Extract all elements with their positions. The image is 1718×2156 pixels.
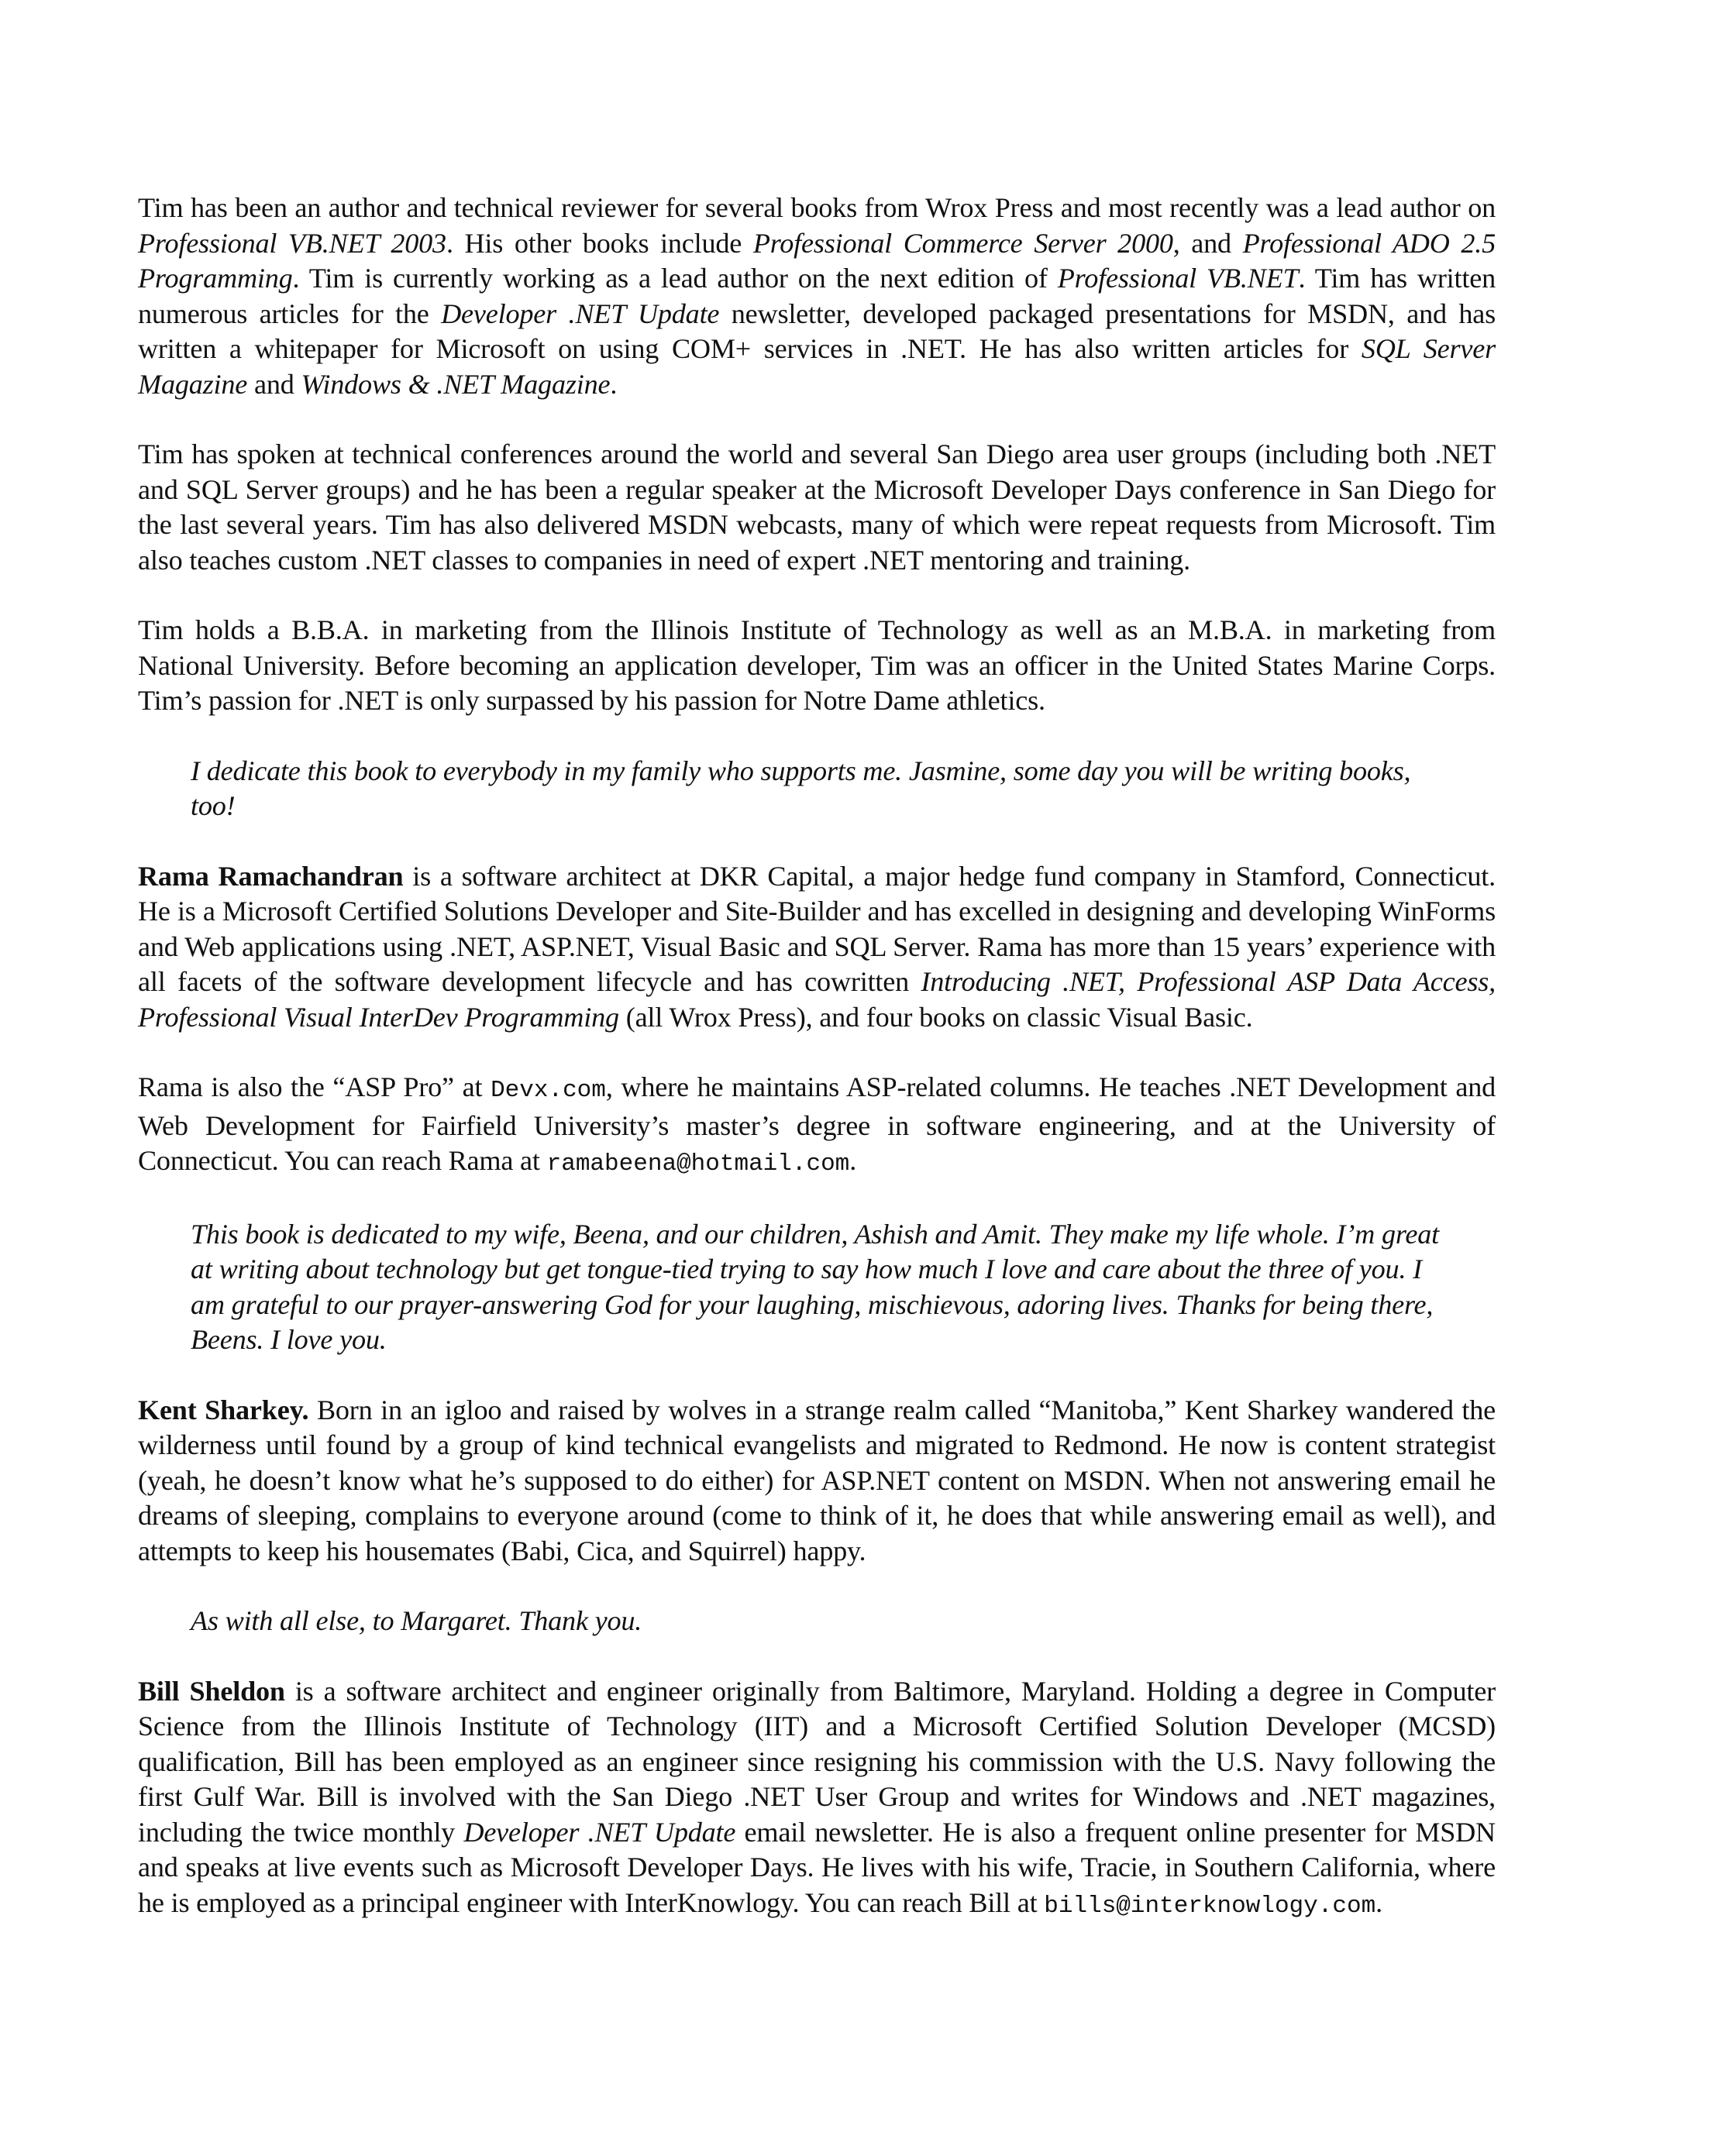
text-run: newsletter, developed packaged presentations for MSDN, and has written a whitepaper for Microsoft on using COM+ services in .NET. He has also written articles for bbox=[138, 297, 1496, 364]
text-run: and bbox=[247, 368, 301, 400]
tim-dedication: I dedicate this book to everybody in my family who supports me. Jasmine, some day you will be writing books, too! bbox=[191, 755, 1411, 821]
author-name: Rama Ramachandran bbox=[138, 860, 404, 892]
text-run: . Tim is currently working as a lead author on the next edition of bbox=[292, 263, 1058, 294]
book-title: Professional Commerce Server 2000 bbox=[752, 227, 1173, 259]
kent-bio-paragraph bbox=[138, 1393, 1496, 1570]
website-name: Devx.com bbox=[491, 1077, 606, 1104]
text-run: Rama is also the “ASP Pro” at bbox=[138, 1071, 491, 1102]
text-run: Born in an igloo and raised by wolves in a strange realm called “Manitoba,” Kent Sharkey wandered the wilderness until found by a group of kind technical evangelists and migrated to Redmond. He now is content strategist (yeah, he doesn’t know what he’s supposed to do either) for ASP.NET content on MSDN. When not answering email he dreams of sleeping, complains to everyone around (come to think of it, he does that while answering email as well), and attempts to keep his housemates (Babi, Cica, and Squirrel) happy. bbox=[138, 1394, 1496, 1566]
text-run: Tim has been an author and technical reviewer for several books from Wrox Press and most recently was a lead author on bbox=[138, 192, 1496, 223]
book-title: Professional ADO 2.5 Programming bbox=[138, 227, 1496, 294]
text-run: . bbox=[610, 368, 618, 400]
author-name: Bill Sheldon bbox=[138, 1675, 285, 1707]
text-run: (all Wrox Press), and four books on classic Visual Basic. bbox=[618, 1001, 1253, 1033]
email-address: bills@interknowlogy.com bbox=[1044, 1892, 1376, 1920]
kent-dedication: As with all else, to Margaret. Thank you. bbox=[191, 1605, 642, 1636]
text-run: . bbox=[849, 1145, 857, 1176]
email-address: ramabeena@hotmail.com bbox=[546, 1150, 850, 1178]
tim-bio-paragraph-2: Tim has spoken at technical conferences around the world and several San Diego area user groups (including both .NET and SQL Server groups) and he has been a regular speaker at the Microsoft Developer Days conference in San Diego for the last several years. Tim has also delivered MSDN webcasts, many of which were repeat requests from Microsoft. Tim also teaches custom .NET classes to companies in need of expert .NET mentoring and training. bbox=[138, 438, 1496, 576]
rama-bio-paragraph-1 bbox=[138, 859, 1496, 1036]
book-title: Professional VB.NET 2003 bbox=[138, 227, 446, 259]
magazine-title: Windows & .NET Magazine bbox=[301, 368, 611, 400]
book-title: Professional VB.NET bbox=[1057, 263, 1299, 294]
text-run: . bbox=[1375, 1886, 1383, 1918]
text-run: , and bbox=[1172, 227, 1243, 259]
rama-dedication: This book is dedicated to my wife, Beena, and our children, Ashish and Amit. They make my life whole. I’m great at writing about technology but get tongue-tied trying to say how much I love and care about the three of you. I am grateful to our prayer-answering God for your laughing, mischievous, adoring lives. Thanks for being there, Beens. I love you. bbox=[191, 1218, 1440, 1355]
text-run: email newsletter. He is also a frequent online presenter for MSDN and speaks at live events such as Microsoft Developer Days. He lives with his wife, Tracie, in Southern California, where he is employed as a principal engineer with InterKnowlogy. You can reach Bill at bbox=[138, 1816, 1496, 1918]
newsletter-title: Developer .NET Update bbox=[441, 297, 720, 329]
tim-bio-paragraph-3: Tim holds a B.B.A. in marketing from the Illinois Institute of Technology as well as an M.B.A. in marketing from National University. Before becoming an application developer, Tim was an officer in the United States Marine Corps. Tim’s passion for .NET is only surpassed by his passion for Notre Dame athletics. bbox=[138, 614, 1496, 716]
text-run: is a software architect and engineer originally from Baltimore, Maryland. Holding a degree in Computer Science from the Illinois Institute of Technology (IIT) and a Microsoft Certified Solution Developer (MCSD) qualification, Bill has been employed as an engineer since resigning his commission with the U.S. Navy following the first Gulf War. Bill is involved with the San Diego .NET User Group and writes for Windows and .NET magazines, including the twice monthly bbox=[138, 1675, 1496, 1848]
text-run: . Tim has written numerous articles for the bbox=[138, 263, 1496, 329]
document-page bbox=[138, 191, 1496, 1958]
rama-bio-paragraph-2 bbox=[138, 1070, 1496, 1182]
magazine-title: SQL Server Magazine bbox=[138, 333, 1496, 400]
text-run: is a software architect at DKR Capital, a major hedge fund company in Stamford, Connecticut. He is a Microsoft Certified Solutions Developer and Site-Builder and has excelled in designing and developing WinForms and Web applications using .NET, ASP.NET, Visual Basic and SQL Server. Rama has more than 15 years’ experience with all facets of the software development lifecycle and has cowritten bbox=[138, 860, 1496, 997]
bill-bio-paragraph bbox=[138, 1674, 1496, 1924]
tim-bio-paragraph-1 bbox=[138, 191, 1496, 402]
book-titles: Introducing .NET, Professional ASP Data Access, Professional Visual InterDev Programming bbox=[138, 966, 1496, 1033]
newsletter-title: Developer .NET Update bbox=[463, 1816, 736, 1848]
text-run: . His other books include bbox=[446, 227, 753, 259]
author-name: Kent Sharkey. bbox=[138, 1394, 309, 1425]
text-run: , where he maintains ASP-related columns. He teaches .NET Development and Web Development for Fairfield University’s master’s degree in software engineering, and at the University of Connecticut. You can reach Rama at bbox=[138, 1071, 1496, 1176]
